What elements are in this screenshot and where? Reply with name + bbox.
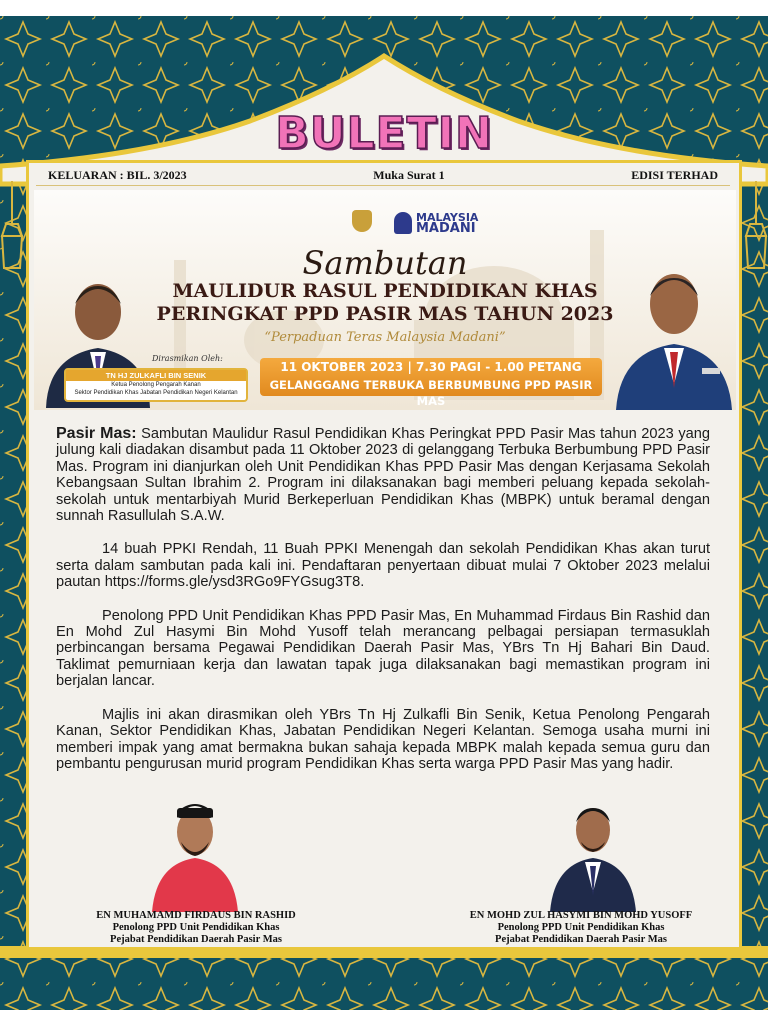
article-body <box>56 426 710 789</box>
officiant-role-1: Ketua Penolong Pengarah Kanan <box>111 382 201 388</box>
madani-mark-icon <box>394 212 412 234</box>
paragraph-1: Pasir Mas: Sambutan Maulidur Rasul Pendidikan Khas Peringkat PPD Pasir Mas tahun 2023 yang julung kali diadakan disambut pada 11 Oktober 2023 di gelanggang Terbuka Berbumbung PPD Pasir Mas. Program ini dianjurkan oleh Unit Pendidikan Khas PPD Pasir Mas dengan Kerjasama Sekolah Kebangsaan Sultan Ibrahim 2. Program ini dilaksanakan bagi memberi peluang kepada sekolah-sekolah untuk mentarbiyah Murid Berkeperluan Pendidikan Khas (MBPK) untuk beramal dengan sunnah Rasullulah S.A.W. <box>56 425 710 525</box>
banner-theme: “Perpaduan Teras Malaysia Madani” <box>264 330 506 345</box>
officer-2-office: Pejabat Pendidikan Daerah Pasir Mas <box>495 934 667 945</box>
logo-text-malaysia: MALAYSIA <box>416 211 479 224</box>
banner-script-title: Sambutan <box>302 244 468 282</box>
officiant-card <box>64 368 248 402</box>
dignitary-photo <box>612 252 736 410</box>
newsletter-title: BULETIN <box>275 108 493 159</box>
paragraph-3: Penolong PPD Unit Pendidikan Khas PPD Pasir Mas, En Muhammad Firdaus Bin Rashid dan En Mohd Zul Hasymi Bin Mohd Yusoff telah merancang pelbagai persiapan termasuklah perbincangan bersama Pegawai Pendidikan Daerah Pasir Mas, YBrs Tn Hj Bahari Bin Daud. Taklimat pemurniaan kerja dan lawatan tapak juga dilaksanakan bagi memastikan program ini berjalan lancar. <box>56 607 710 690</box>
banner-title-line-1: MAULIDUR RASUL PENDIDIKAN KHAS <box>172 280 598 302</box>
dateline: Pasir Mas: <box>56 425 137 442</box>
paragraph-4: Majlis ini akan dirasmikan oleh YBrs Tn Hj Zulkafli Bin Senik, Ketua Penolong Pengarah Kanan, Sektor Pendidikan Khas, Jabatan Pendidikan Negeri Kelantan. Semoga usaha murni ini memberi impak yang amat bermakna bukan sahaja kepada MBPK malah kepada semua guru dan pembantu pengurusan murid program Pendidikan Khas serta warga PPD Pasir Mas yang hadir. <box>56 706 710 772</box>
officer-1-office: Pejabat Pendidikan Daerah Pasir Mas <box>110 934 282 945</box>
issue-bar <box>36 166 730 186</box>
paragraph-2: 14 buah PPKI Rendah, 11 Buah PPKI Menengah dan sekolah Pendidikan Khas akan turut serta dalam sambutan pada kali ini. Pendaftaran penyertaan dibuat mulai 7 Oktober 2023 melalui pautan https://forms.gle/ysd3RGo9FYGsug3T8. <box>56 541 710 591</box>
page-number: Muka Surat 1 <box>373 168 445 182</box>
officer-1-photo <box>150 792 240 912</box>
officer-2-name: EN MOHD ZUL HASYMI BIN MOHD YUSOFF <box>469 910 693 921</box>
crest-icon <box>352 210 372 232</box>
logo-text-madani: MADANI <box>416 221 476 236</box>
officer-2-photo <box>548 792 638 912</box>
officer-2-role: Penolong PPD Unit Pendidikan Khas <box>497 922 665 933</box>
officiated-by-label: Dirasmikan Oleh: <box>152 354 223 363</box>
edition-label: EDISI TERHAD <box>631 168 718 182</box>
officiant-role-2: Sektor Pendidikan Khas Jabatan Pendidikan Negeri Kelantan <box>74 390 238 396</box>
issue-number: KELUARAN : BIL. 3/2023 <box>48 168 187 182</box>
malaysia-madani-logo <box>394 210 478 236</box>
event-banner <box>34 190 736 410</box>
officer-2-caption <box>450 910 712 946</box>
event-venue-line: GELANGGANG TERBUKA BERBUMBUNG PPD PASIR MAS <box>269 378 593 408</box>
officiant-name: TN HJ ZULKAFLI BIN SENIK <box>66 370 246 381</box>
event-date-line: 11 OKTOBER 2023 | 7.30 PAGI - 1.00 PETANG <box>280 360 582 374</box>
event-date-box <box>260 358 602 408</box>
officer-1-name: EN MUHAMAMD FIRDAUS BIN RASHID <box>96 910 296 921</box>
officer-1-caption <box>74 910 318 946</box>
officer-1-role: Penolong PPD Unit Pendidikan Khas <box>112 922 280 933</box>
banner-title-line-2: PERINGKAT PPD PASIR MAS TAHUN 2023 <box>156 303 614 325</box>
